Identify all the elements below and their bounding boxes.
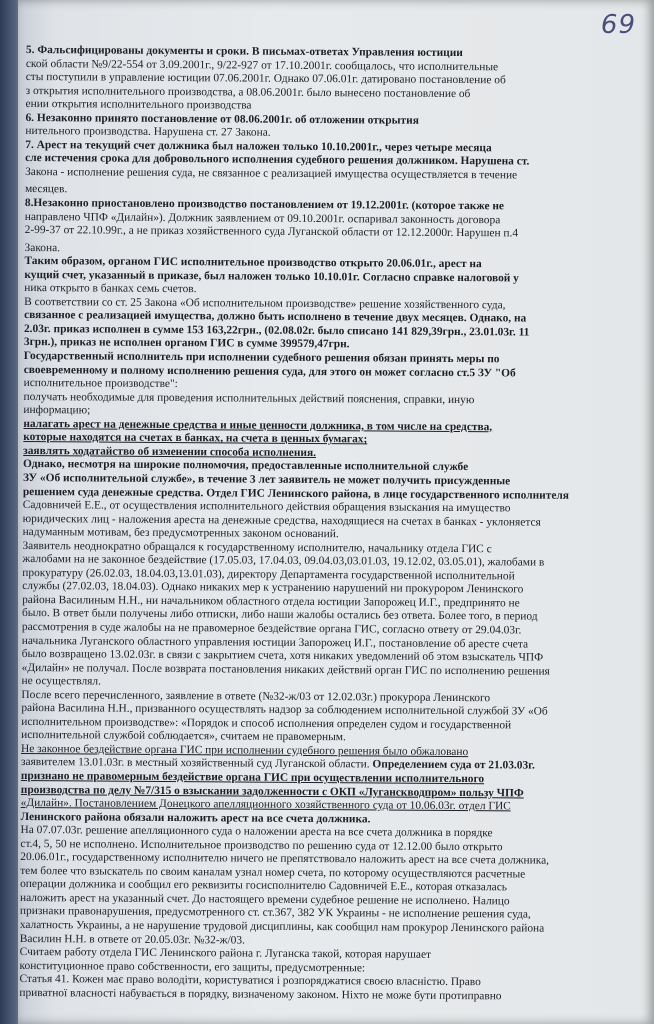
text-line: 3грн.), приказ не исполнен органом ГИС в сумме 399579,47грн. bbox=[23, 336, 350, 351]
text-line: службы (27.02.03, 18.04.03). Однако никаких мер к устранению нарушений ни прокурором Ленинского bbox=[22, 580, 524, 596]
text-line: з открытия исполнительного производства, а 08.06.2001г. было вынесено постановление об bbox=[25, 84, 471, 100]
text-line: получать необходимые для проведения исполнительных действий пояснения, справки, иную bbox=[23, 390, 475, 406]
text-line: которые находятся на счетах в банках, на счета в ценных бумагах; bbox=[23, 431, 368, 446]
text-line: производства по делу №7/315 о взыскании задолженности с ОКП «Луганскводпром» пользу ЧПФ bbox=[20, 783, 524, 800]
text-line: исполнительное производстве": bbox=[23, 377, 178, 391]
text-line: 7. Арест на текущий счет должника был наложен только 10.10.2001г., через четыре месяца bbox=[25, 138, 492, 155]
text-line: Заявитель неоднократно обращался к государственному исполнителю, начальнику отдела ГИС с bbox=[22, 539, 492, 555]
text-line: надуманным мотивам, без предусмотренных законом оснований. bbox=[22, 526, 339, 541]
text-line: Закона - исполнение решения суда, не связанное с реализацией имущества осуществляется в течение bbox=[25, 165, 518, 182]
text-line: Ленинского района обязали наложить арест на все счета должника. bbox=[20, 810, 371, 826]
text-line: района Василиным Н.Н., ни начальником областного отдела юстиции Запорожец И.Г., предпринято не bbox=[22, 593, 520, 610]
text-line: прокуратуру (26.02.03, 18.04.03,13.01.03), директору Департамента государственной исполнительной bbox=[22, 566, 515, 583]
text-line: признано не правомерным бездействие органа ГИС при осуществлении исполнительного bbox=[20, 769, 485, 786]
text-line: кущий счет, указанный в приказе, был наложен только 10.10.01г. Согласно справке налоговой у bbox=[24, 268, 519, 285]
text-line: Таким образом, органом ГИС исполнительное производство открыто 20.06.01г., арест на bbox=[24, 255, 482, 271]
text-line: Не законное бездействие органа ГИС при исполнении судебного решения было обжаловано bbox=[21, 742, 469, 758]
text-line: района Василина Н.Н., призванного осуществлять надзор за соблюдением исполнительной службой ЗУ «Об bbox=[21, 702, 548, 718]
text-line: исполнительной службой соблюдается», считаем не правомерным. bbox=[21, 729, 346, 744]
text-line: исполнительном производстве»: «Порядок и способ исполнения определен судом и государственной bbox=[21, 715, 512, 732]
text-line: сле истечения срока для добровольного исполнения судебного решения должником. Нарушена ст. bbox=[25, 152, 530, 168]
text-line: признаки правонарушения, предусмотренного ст. ст.367, 382 УК Украины - не исполнение решения суда, bbox=[19, 905, 531, 921]
text-line: ении открытия исполнительного производства bbox=[25, 98, 252, 112]
text-line: юридических лиц - наложения ареста на денежные средства, находящиеся на счетах в банках - уклоняется bbox=[22, 512, 541, 529]
text-line: После всего перечисленного, заявление в ответе (№32-ж/03 от 12.02.03г.) прокурора Ленинского bbox=[21, 688, 491, 704]
text-line: 20.06.01г., государственному исполнителю ничего не препятствовало наложить арест на все счета должника, bbox=[20, 851, 550, 867]
text-line: связанное с реализацией имущества, должно быть исполнено в течение двух месяцев. Однако, на bbox=[24, 309, 527, 325]
text-line: заявителем 13.01.03г. в местный хозяйственный суд Луганской области. Определением суда от 21.03.03г. bbox=[20, 756, 535, 773]
text-line: сты поступили в управление юстиции 07.06.2001г. Однако 07.06.01г. датировано постановление об bbox=[25, 71, 506, 87]
text-line: Закона. bbox=[24, 241, 61, 254]
emphasis-text: Определением суда от 21.03.03г. bbox=[372, 758, 535, 773]
text-line: ской области №9/22-554 от 3.09.2001г., 9/22-927 от 17.10.2001г. сообщалось, что исполнительные bbox=[25, 57, 499, 73]
text-line: было возвращено 13.02.03г. в связи с закрытием счета, хотя никаких уведомлений об этом взыскатель ЧПФ bbox=[21, 648, 544, 664]
text-line: Государственный исполнитель при исполнении судебного решения обязан принять меры по bbox=[23, 350, 500, 366]
text-line: начальника Луганского областного управления юстиции Запорожец И.Г., постановление об аресте счета bbox=[21, 634, 529, 651]
text-line: тем более что взыскатель по своим каналам узнал номер счета, по которому осуществляются расчетные bbox=[20, 864, 526, 881]
text-line: «Дилайн». Постановлением Донецкого апелляционного хозяйственного суда от 10.06.03г. отдел ГИС bbox=[20, 797, 511, 813]
text-line: Василин Н.Н. в ответе от 20.05.03г. №32-ж/03. bbox=[19, 932, 245, 947]
text-line: операции должника и сообщил его реквизиты госисполнителю Садовничей Е.Е., которая отказалась bbox=[20, 878, 508, 894]
text-line: 2.03г. приказ исполнен в сумме 153 163,22грн., (02.08.02г. было списано 141 829,39грн., 23.01.03г. 11 bbox=[23, 322, 530, 339]
text-line: не осуществлял. bbox=[21, 675, 102, 688]
page-number: 69 bbox=[600, 10, 636, 40]
text-line: ника открыто в банках семь счетов. bbox=[24, 282, 197, 296]
text-line: 6. Незаконно принято постановление от 08.06.2001г. об отложении открытия bbox=[25, 111, 419, 127]
text-line: приватної власності набувається в порядку, визначеному законом. Ніхто не може бути протиправно bbox=[19, 986, 502, 1003]
text-line: ст.4, 5, 50 не исполнено. Исполнительное производство по решению суда от 12.12.00 было открыто bbox=[20, 837, 503, 854]
text-line: ЗУ «Об исполнительной службе», в течение 3 лет заявитель не может получить присужденные bbox=[22, 471, 511, 488]
text-line: На 07.07.03г. решение апелляционного суда о наложении ареста на все счета должника в порядке bbox=[20, 824, 493, 840]
text-line: рассмотрения в суде жалобы на не правомерное бездействие органа ГИС, согласно ответу от 29.04.03г. bbox=[21, 620, 522, 637]
text-line: месяцев. bbox=[24, 183, 68, 196]
text-line: 8.Незаконно приостановлено производство постановлением от 19.12.2001г. (которое также не bbox=[24, 197, 505, 213]
text-line: 2-99-37 от 22.10.99г., а не приказ хозяйственного суда Луганской области от 12.12.2000г. Нарушен п.4 bbox=[24, 224, 519, 240]
text-line: 5. Фальсифицированы документы и сроки. В письмах-ответах Управления юстиции bbox=[25, 44, 463, 60]
text-line: заявлять ходатайство об изменении способа исполнения. bbox=[23, 444, 317, 459]
text-line: халатность Украины, а не нарушение трудовой дисциплины, как сообщил нам прокурор Ленинского района bbox=[19, 918, 545, 935]
text-line: жалобами на не законное бездействие (17.05.03, 17.04.03, 09.04.03,03.01.03, 19.12.02, 03.05.01), жалобами в bbox=[22, 553, 545, 569]
text-line: Считаем работу отдела ГИС Ленинского района г. Луганска такой, которая нарушает bbox=[19, 946, 432, 961]
text-line: В соответствии со ст. 25 Закона «Об исполнительном производстве» решение хозяйственного суда, bbox=[24, 295, 506, 312]
text-line: Садовничей Е.Е., от осуществления исполнительного действия обращения взыскания на имущество bbox=[22, 499, 511, 515]
document-page bbox=[18, 0, 654, 1024]
text-line: нительного производства. Нарушена ст. 27 Закона. bbox=[25, 125, 271, 139]
text-line: Статья 41. Кожен має право володіти, користуватися і розпоряджатися своєю власністю. Право bbox=[19, 973, 481, 989]
document-text bbox=[19, 44, 630, 1004]
text-line: своевременному и полному исполнению решения суда, для этого он может согласно ст.5 ЗУ "Об bbox=[23, 363, 516, 380]
text-line: конституционное право собственности, его защиты, предусмотренные: bbox=[19, 959, 366, 975]
text-line: наложить арест на указанный счет. До настоящего времени судебное решение не исполнено. Налицо bbox=[19, 891, 510, 908]
text-line: информацию; bbox=[23, 404, 91, 417]
text-line: «Дилайн» не получал. После возврата постановления никаких действий орган ГИС по исполнению решения bbox=[21, 661, 550, 678]
text-line: направлено ЧПФ «Дилайн»). Должник заявлением от 09.10.2001г. оспаривал законность договора bbox=[24, 210, 501, 226]
text-line: было. В ответ были получены либо отписки, либо наши жалобы остались без ответа. Более того, в период bbox=[21, 607, 538, 624]
text-line: Однако, несмотря на широкие полномочия, предоставленные исполнительной службе bbox=[23, 458, 469, 474]
text-line: налагать арест на денежные средства и иные ценности должника, в том числе на средства, bbox=[23, 417, 493, 434]
text-line: решением суда денежные средства. Отдел ГИС Ленинского района, в лице государственного исполнителя bbox=[22, 485, 570, 502]
